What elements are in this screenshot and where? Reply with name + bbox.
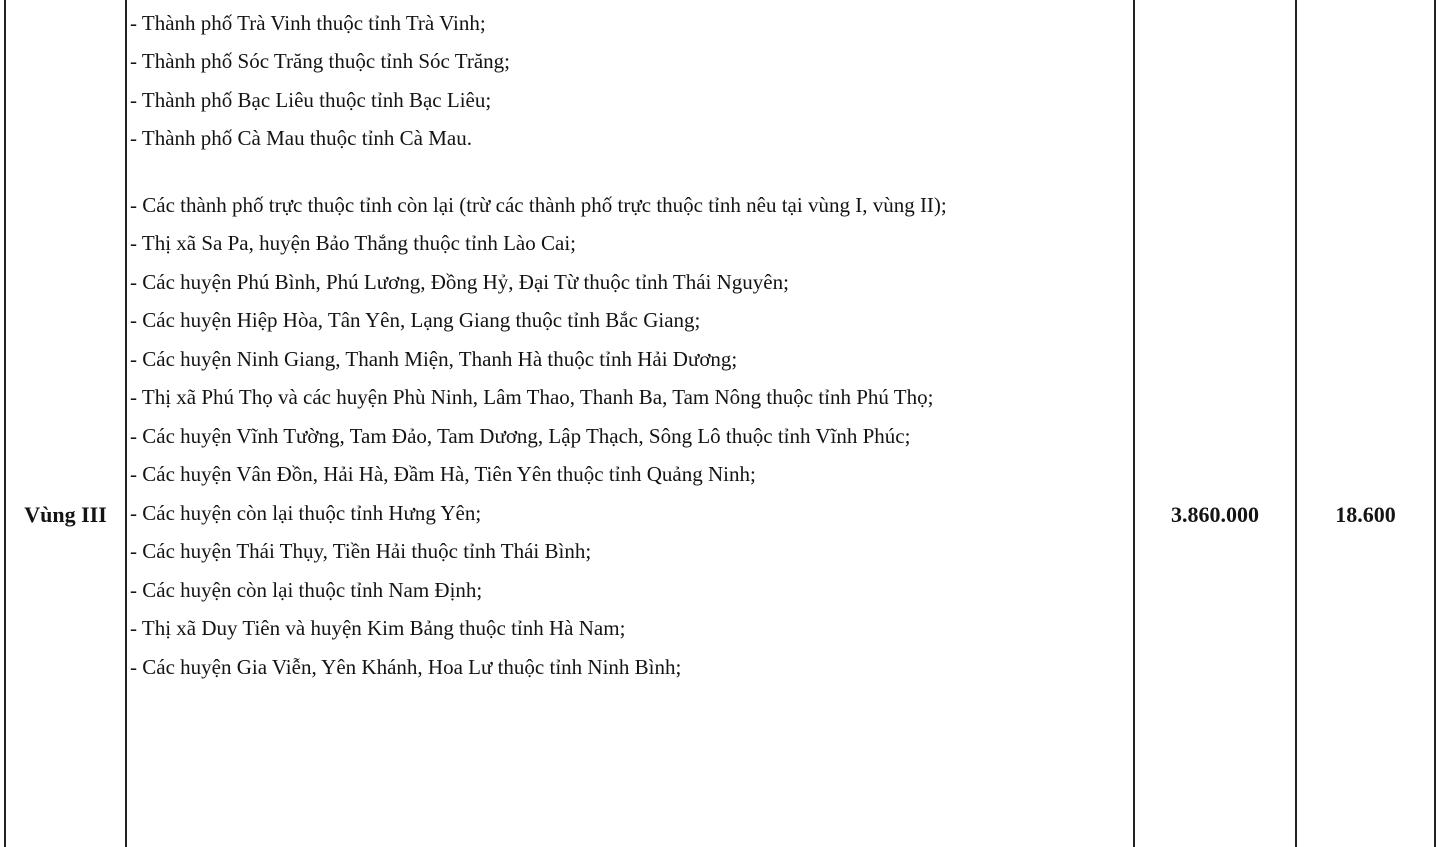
locality-item: - Các huyện Thái Thụy, Tiền Hải thuộc tỉnh Thái Bình; xyxy=(130,539,592,563)
locality-item: - Thành phố Cà Mau thuộc tỉnh Cà Mau. xyxy=(130,126,472,150)
region-label: Vùng III xyxy=(24,501,107,527)
locality-item: - Các huyện còn lại thuộc tỉnh Nam Định; xyxy=(130,577,483,602)
locality-item: - Thành phố Bạc Liêu thuộc tỉnh Bạc Liêu; xyxy=(130,87,492,112)
hourly-wage-cell xyxy=(1297,182,1434,847)
monthly-wage-cell xyxy=(1135,0,1297,182)
locality-item: - Thị xã Phú Thọ và các huyện Phù Ninh, Lâm Thao, Thanh Ba, Tam Nông thuộc tỉnh Phú Thọ; xyxy=(130,385,934,409)
locality-item: - Thành phố Trà Vinh thuộc tỉnh Trà Vinh; xyxy=(130,10,486,35)
monthly-wage-value: 3.860.000 xyxy=(1171,501,1259,527)
region-cell xyxy=(6,0,127,182)
hourly-wage-value: 18.600 xyxy=(1335,501,1396,527)
locality-item: - Thành phố Sóc Trăng thuộc tỉnh Sóc Trăng; xyxy=(130,49,510,73)
locality-item: - Các huyện Vĩnh Tường, Tam Đảo, Tam Dương, Lập Thạch, Sông Lô thuộc tỉnh Vĩnh Phúc; xyxy=(130,423,911,448)
locality-item: - Các huyện Hiệp Hòa, Tân Yên, Lạng Giang thuộc tỉnh Bắc Giang; xyxy=(130,308,701,332)
locality-item: - Các huyện Gia Viễn, Yên Khánh, Hoa Lư thuộc tỉnh Ninh Bình; xyxy=(130,654,682,679)
locality-item: - Các huyện Phú Bình, Phú Lương, Đồng Hỷ, Đại Từ thuộc tỉnh Thái Nguyên; xyxy=(130,269,789,294)
locality-item: - Thị xã Sa Pa, huyện Bảo Thắng thuộc tỉnh Lào Cai; xyxy=(130,231,576,255)
locality-item: - Các huyện Vân Đồn, Hải Hà, Đầm Hà, Tiên Yên thuộc tỉnh Quảng Ninh; xyxy=(130,462,756,486)
localities-cell xyxy=(127,182,1135,847)
region-cell xyxy=(6,182,127,847)
localities-cell xyxy=(127,0,1135,182)
wage-region-table xyxy=(4,0,1436,847)
locality-item: - Các huyện Ninh Giang, Thanh Miện, Thanh Hà thuộc tỉnh Hải Dương; xyxy=(130,346,738,371)
hourly-wage-cell xyxy=(1297,0,1434,182)
locality-item: - Các huyện còn lại thuộc tỉnh Hưng Yên; xyxy=(130,500,482,525)
locality-item: - Các thành phố trực thuộc tỉnh còn lại (trừ các thành phố trực thuộc tỉnh nêu tại vùng I, vùng II); xyxy=(130,192,947,217)
monthly-wage-cell xyxy=(1135,182,1297,847)
locality-item: - Thị xã Duy Tiên và huyện Kim Bảng thuộc tỉnh Hà Nam; xyxy=(130,616,626,640)
